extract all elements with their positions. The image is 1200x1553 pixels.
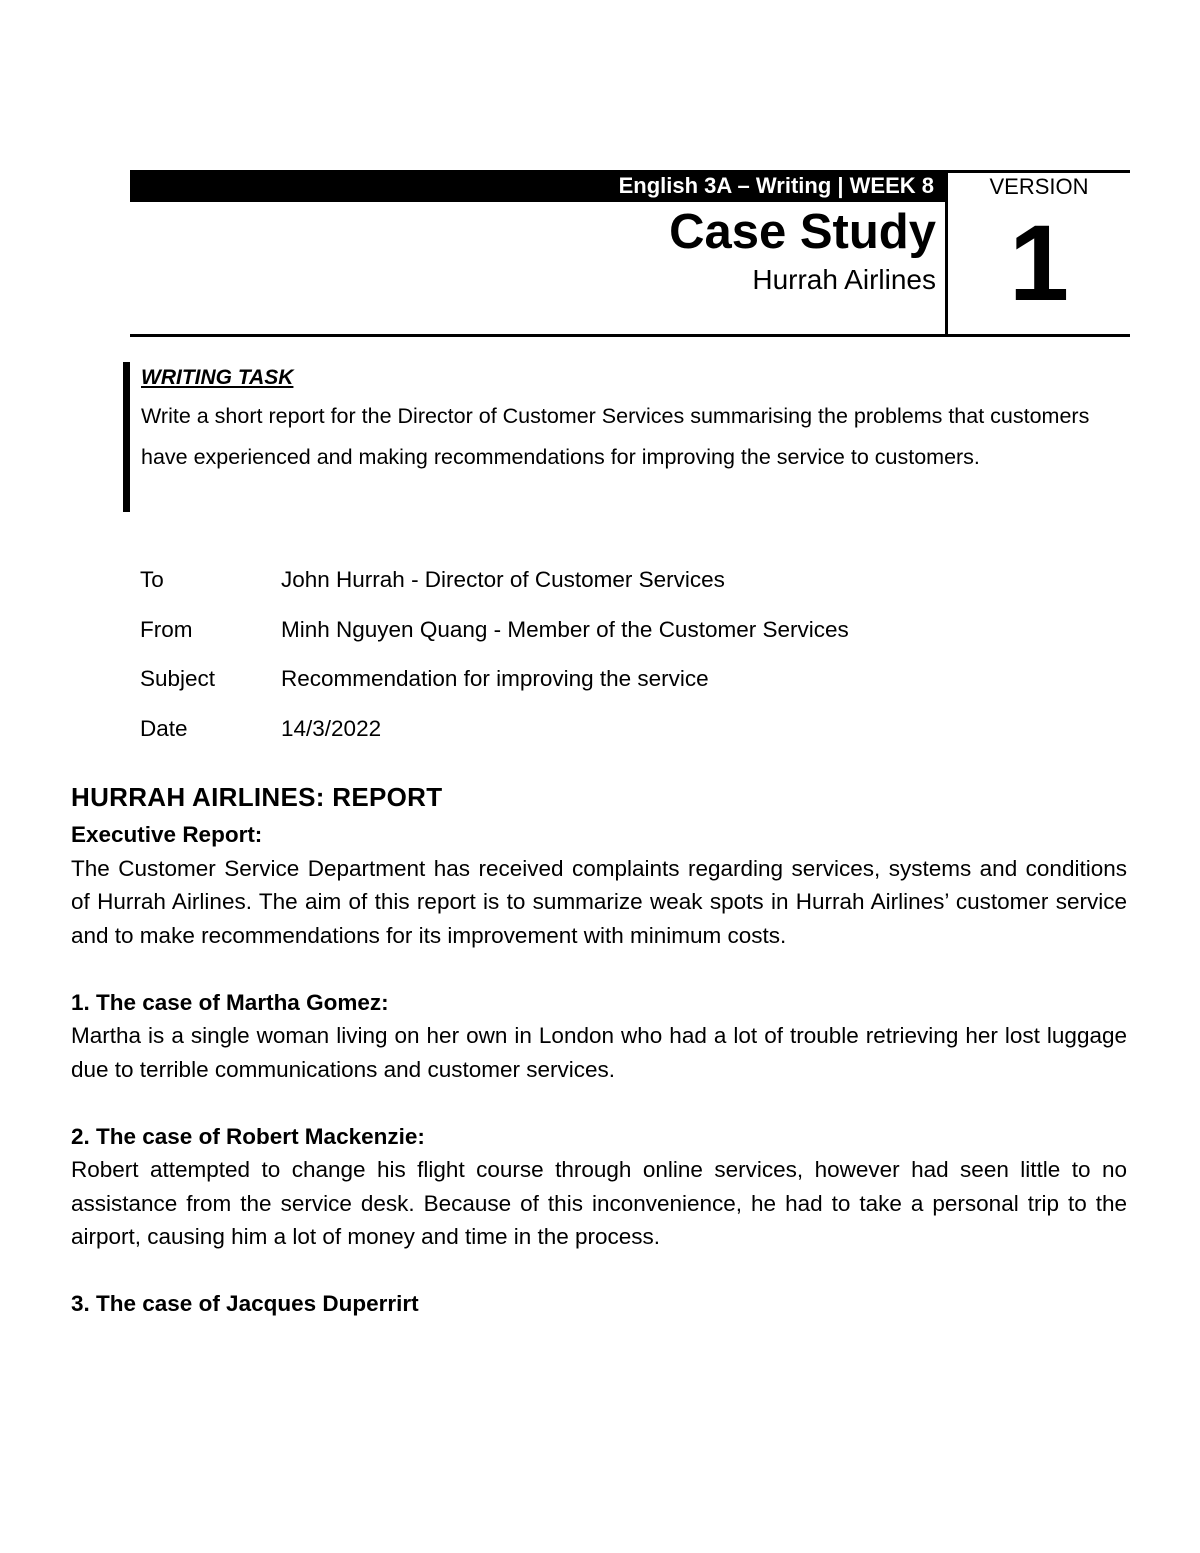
report-body	[71, 780, 1127, 1321]
document-title: Case Study	[669, 205, 936, 259]
memo-row-date	[140, 712, 849, 762]
memo-value: Recommendation for improving the service	[281, 666, 709, 691]
task-description: Write a short report for the Director of Customer Services summarising the problems that customers have experienced and making recommendations for improving the service to customers.	[141, 404, 1090, 469]
case-heading: 3. The case of Jacques Duperrirt	[71, 1291, 419, 1316]
header-bar	[130, 170, 946, 202]
memo-table	[140, 563, 849, 761]
case-paragraph: Robert attempted to change his flight course through online services, however had seen little to no assistance from the service desk. Because of this inconvenience, he had to take a personal trip to the airport, causing him a lot of money and time in the process.	[71, 1157, 1127, 1249]
case-paragraph: Martha is a single woman living on her own in London who had a lot of trouble retrieving her lost luggage due to terrible communications and customer services.	[71, 1023, 1127, 1082]
memo-row-subject	[140, 662, 849, 712]
version-label: VERSION	[989, 174, 1089, 199]
document-subtitle: Hurrah Airlines	[752, 264, 936, 295]
executive-heading: Executive Report:	[71, 822, 263, 847]
memo-value: 14/3/2022	[281, 715, 382, 741]
version-box-top-rule	[948, 170, 1130, 173]
memo-label: Subject	[140, 666, 216, 691]
version-number: 1	[1008, 202, 1070, 323]
case-heading: 1. The case of Martha Gomez:	[71, 989, 389, 1015]
memo-label: Date	[140, 715, 188, 741]
memo-label: From	[140, 616, 193, 642]
spacer	[71, 952, 1127, 986]
executive-paragraph: The Customer Service Department has received complaints regarding services, systems and conditions of Hurrah Airlines. The aim of this report is to summarize weak spots in Hurrah Airlines’ customer service and to make recommendations for its improvement with minimum costs.	[71, 855, 1127, 948]
report-title: HURRAH AIRLINES: REPORT	[71, 782, 443, 812]
course-label: English 3A – Writing | WEEK 8	[618, 173, 934, 198]
header-divider	[130, 334, 1130, 337]
task-accent-bar	[123, 362, 130, 512]
memo-label: To	[140, 567, 164, 592]
case-heading: 2. The case of Robert Mackenzie:	[71, 1123, 425, 1149]
memo-value: John Hurrah - Director of Customer Services	[281, 567, 725, 592]
spacer	[71, 1254, 1127, 1288]
memo-row-from	[140, 613, 849, 663]
memo-row-to	[140, 563, 849, 613]
memo-value: Minh Nguyen Quang - Member of the Customer Services	[281, 616, 849, 642]
task-heading: WRITING TASK	[141, 366, 294, 389]
spacer	[71, 1086, 1127, 1120]
